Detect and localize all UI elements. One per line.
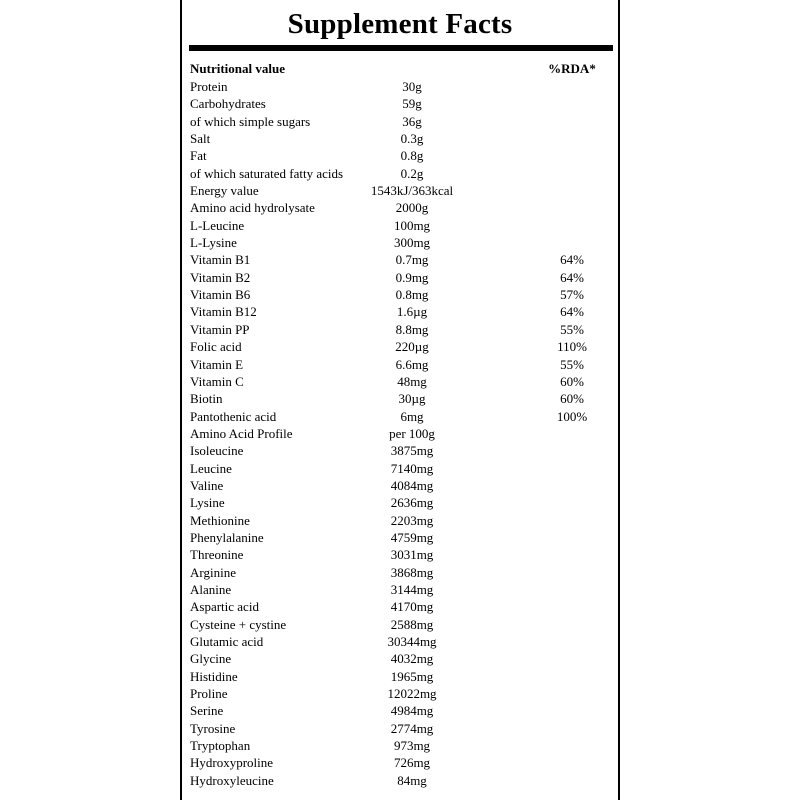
nutrient-amount: 2774mg bbox=[390, 720, 434, 736]
nutrient-name: Proline bbox=[190, 686, 228, 702]
nutrient-amount: 1.6µg bbox=[396, 304, 428, 320]
nutrient-name: Histidine bbox=[190, 668, 238, 684]
table-row bbox=[182, 338, 618, 355]
page-title: Supplement Facts bbox=[287, 8, 513, 40]
nutrient-name: Vitamin C bbox=[190, 373, 244, 389]
table-row bbox=[182, 477, 618, 494]
nutrient-amount: 0.8g bbox=[400, 148, 424, 164]
nutrient-rda: 60% bbox=[560, 373, 584, 389]
table-row bbox=[182, 373, 618, 390]
nutrient-name: Protein bbox=[190, 79, 228, 94]
nutrient-name: Alanine bbox=[190, 581, 232, 597]
nutrient-name: Vitamin E bbox=[190, 356, 244, 372]
nutrient-amount: 30g bbox=[402, 79, 422, 94]
nutrient-rda: 110% bbox=[557, 339, 587, 355]
table-row bbox=[182, 754, 618, 771]
nutrient-name: Vitamin B6 bbox=[190, 287, 251, 303]
table-row bbox=[182, 581, 618, 598]
nutrient-name: Threonine bbox=[190, 547, 244, 563]
nutrient-name: Hydroxyleucine bbox=[190, 772, 274, 788]
nutrient-name: Amino acid hydrolysate bbox=[190, 200, 315, 216]
nutrient-name: L-Leucine bbox=[190, 217, 245, 233]
nutrient-name: Lysine bbox=[190, 495, 225, 511]
nutrient-rda: 57% bbox=[560, 287, 584, 303]
table-row bbox=[182, 598, 618, 615]
nutrient-amount: 7140mg bbox=[390, 460, 434, 476]
nutrient-amount: 0.2g bbox=[400, 165, 424, 181]
nutrient-name: Tyrosine bbox=[190, 720, 236, 736]
nutrient-name: Pantothenic acid bbox=[190, 408, 277, 424]
table-row bbox=[182, 182, 618, 199]
nutrient-name: Serine bbox=[190, 703, 224, 719]
table-row bbox=[182, 390, 618, 407]
table-row bbox=[182, 95, 618, 112]
table-row bbox=[182, 356, 618, 373]
nutrient-amount: per 100g bbox=[389, 425, 435, 441]
nutrient-rda: 60% bbox=[560, 391, 584, 407]
nutrient-name: Phenylalanine bbox=[190, 529, 264, 545]
nutrient-amount: 0.3g bbox=[400, 131, 424, 147]
table-row bbox=[182, 529, 618, 546]
nutrient-amount: 6.6mg bbox=[395, 356, 429, 372]
nutrient-amount: 0.9mg bbox=[395, 269, 429, 285]
nutrient-amount: 100mg bbox=[393, 217, 431, 233]
nutrient-amount: 36g bbox=[402, 113, 422, 129]
table-row bbox=[182, 321, 618, 338]
nutrient-name: Carbohydrates bbox=[190, 96, 266, 112]
nutrient-amount: 1543kJ/363kcal bbox=[370, 183, 454, 199]
nutrient-amount: 1965mg bbox=[390, 668, 434, 684]
nutrient-name: Arginine bbox=[190, 564, 236, 580]
nutrient-amount: 3868mg bbox=[390, 564, 434, 580]
nutrient-amount: 59g bbox=[402, 96, 422, 112]
table-row bbox=[182, 772, 618, 789]
nutrient-amount: 220µg bbox=[395, 339, 429, 355]
nutrient-amount: 12022mg bbox=[387, 686, 437, 702]
nutrient-amount: 4032mg bbox=[390, 651, 434, 667]
nutrient-rda: 64% bbox=[560, 304, 584, 320]
nutrient-name: Vitamin PP bbox=[190, 321, 250, 337]
rda-header: %RDA* bbox=[548, 61, 596, 76]
table-row bbox=[182, 269, 618, 286]
nutrient-amount: 84mg bbox=[397, 772, 427, 788]
nutrient-amount: 4759mg bbox=[390, 529, 434, 545]
nutrient-amount: 2588mg bbox=[390, 616, 434, 632]
nutrient-name: Hydroxyproline bbox=[190, 755, 274, 771]
nutrient-rda: 55% bbox=[560, 321, 584, 337]
table-row bbox=[182, 460, 618, 477]
nutrient-name: Glycine bbox=[190, 651, 232, 667]
nutrient-name: Valine bbox=[190, 477, 224, 493]
title-divider bbox=[189, 45, 613, 51]
table-row bbox=[182, 286, 618, 303]
nutrient-rda: 64% bbox=[560, 252, 584, 268]
table-row bbox=[182, 668, 618, 685]
table-row bbox=[182, 251, 618, 268]
nutrient-rda: 55% bbox=[560, 356, 584, 372]
nutrient-name: Vitamin B2 bbox=[190, 269, 251, 285]
nutrient-amount: 2203mg bbox=[390, 512, 434, 528]
nutrient-name: Isoleucine bbox=[190, 443, 244, 459]
nutrient-rda: 100% bbox=[556, 408, 588, 424]
nutrient-amount: 726mg bbox=[393, 755, 431, 771]
table-row bbox=[182, 633, 618, 650]
nutrient-amount: 6mg bbox=[400, 408, 424, 424]
nutrient-name: of which simple sugars bbox=[190, 113, 311, 129]
table-row bbox=[182, 685, 618, 702]
table-row bbox=[182, 720, 618, 737]
table-row bbox=[182, 217, 618, 234]
nutrient-name: Energy value bbox=[190, 183, 259, 199]
table-row bbox=[182, 130, 618, 147]
nutrient-name: of which saturated fatty acids bbox=[190, 165, 344, 181]
nutrient-amount: 2636mg bbox=[390, 495, 434, 511]
table-header bbox=[182, 60, 618, 78]
table-row bbox=[182, 113, 618, 130]
table-row bbox=[182, 425, 618, 442]
table-row bbox=[182, 737, 618, 754]
facts-table bbox=[182, 78, 618, 789]
nutrient-amount: 4084mg bbox=[390, 477, 434, 493]
nutrient-amount: 973mg bbox=[393, 738, 431, 754]
table-row bbox=[182, 165, 618, 182]
table-row bbox=[182, 147, 618, 164]
nutrient-name: Salt bbox=[190, 131, 211, 147]
table-row bbox=[182, 442, 618, 459]
nutrient-amount: 3875mg bbox=[390, 443, 434, 459]
nutrient-name: Cysteine + cystine bbox=[190, 616, 287, 632]
table-row bbox=[182, 199, 618, 216]
nutrient-name: Vitamin B12 bbox=[190, 304, 257, 320]
nutrient-name: Glutamic acid bbox=[190, 634, 264, 649]
nutrient-amount: 8.8mg bbox=[395, 321, 429, 337]
nutrient-amount: 48mg bbox=[397, 373, 427, 389]
nutrient-name: Leucine bbox=[190, 460, 232, 476]
nutrient-name: Methionine bbox=[190, 512, 250, 528]
nutrient-amount: 0.7mg bbox=[395, 252, 429, 268]
table-row bbox=[182, 408, 618, 425]
table-row bbox=[182, 234, 618, 251]
nutrient-name: Tryptophan bbox=[190, 738, 251, 754]
nutrient-name: Biotin bbox=[190, 391, 223, 407]
nutrient-name: Folic acid bbox=[190, 339, 242, 355]
nutrient-amount: 3144mg bbox=[390, 581, 434, 597]
table-row bbox=[182, 546, 618, 563]
table-row bbox=[182, 616, 618, 633]
table-row bbox=[182, 702, 618, 719]
nutrient-amount: 0.8mg bbox=[395, 287, 429, 303]
nutrient-name: Amino Acid Profile bbox=[190, 425, 293, 441]
table-row bbox=[182, 78, 618, 95]
nutrient-amount: 3031mg bbox=[390, 547, 434, 563]
supplement-facts-panel bbox=[180, 0, 620, 800]
nutrient-amount: 4170mg bbox=[390, 599, 434, 615]
table-row bbox=[182, 303, 618, 320]
nutrient-amount: 4984mg bbox=[390, 703, 434, 719]
nutrient-amount: 300mg bbox=[393, 235, 431, 251]
table-row bbox=[182, 512, 618, 529]
nutrient-amount: 30344mg bbox=[387, 634, 437, 649]
nutrient-name: L-Lysine bbox=[190, 235, 237, 251]
nutritional-value-header: Nutritional value bbox=[190, 61, 285, 76]
table-row bbox=[182, 564, 618, 581]
nutrient-amount: 30µg bbox=[398, 391, 426, 407]
nutrient-name: Vitamin B1 bbox=[190, 252, 251, 268]
nutrient-amount: 2000g bbox=[395, 200, 429, 216]
table-row bbox=[182, 494, 618, 511]
table-row bbox=[182, 650, 618, 667]
nutrient-name: Aspartic acid bbox=[190, 599, 259, 615]
nutrient-name: Fat bbox=[190, 148, 207, 164]
nutrient-rda: 64% bbox=[560, 269, 584, 285]
